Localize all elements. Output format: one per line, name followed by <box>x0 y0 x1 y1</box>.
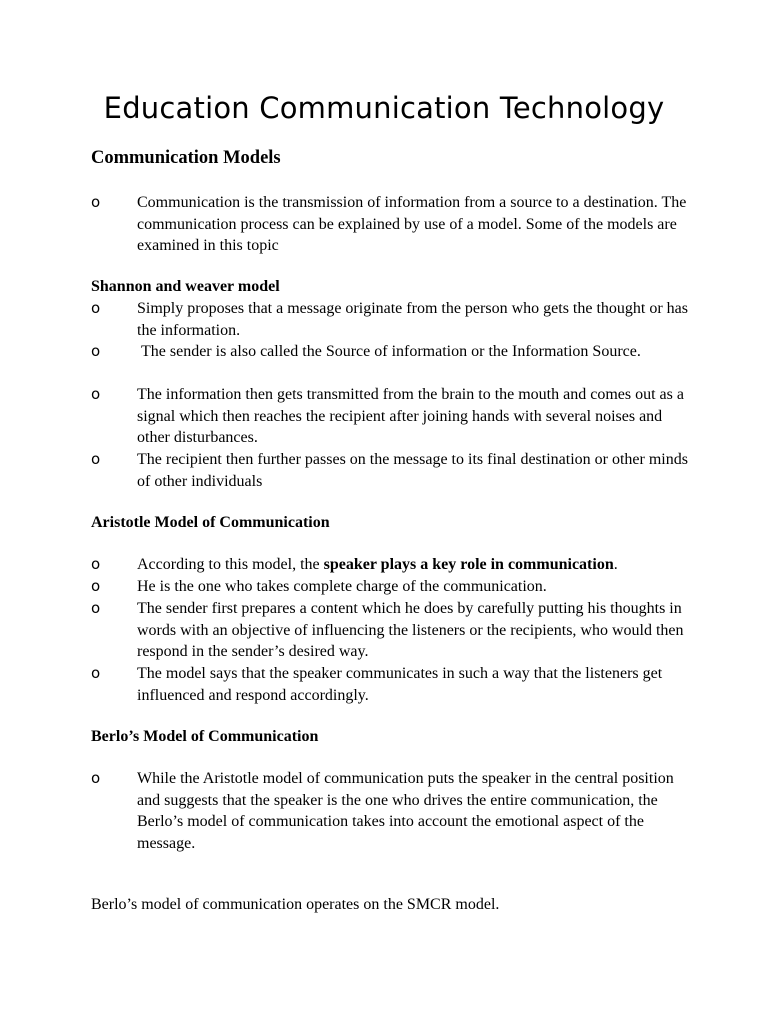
list-item <box>91 449 691 492</box>
document-title: Education Communication Technology <box>103 91 665 125</box>
text-segment: According to this model, the <box>137 556 324 573</box>
bullet-icon: o <box>91 769 101 787</box>
bullet-icon: o <box>91 450 101 468</box>
list-item-text: He is the one who takes complete charge of the communication. <box>137 578 547 595</box>
list-item-text: The sender is also called the Source of information or the Information Source. <box>137 343 641 360</box>
list-item-text: The information then gets transmitted from the brain to the mouth and comes out as a signal which then reaches the recipient after joining hands with several noises and other disturbances. <box>137 386 688 447</box>
text-segment: . <box>613 556 618 573</box>
bullet-icon: o <box>91 664 101 682</box>
list-item-text: Communication is the transmission of information from a source to a destination. The communication process can be explained by use of a model. Some of the models are examined in this topic <box>137 194 691 255</box>
list-item-text <box>137 554 691 576</box>
list-item <box>91 598 691 663</box>
list-item-text: While the Aristotle model of communication puts the speaker in the central position and suggests that the speaker is the one who drives the entire communication, the Berlo’s model of communication takes into account the emotional aspect of the message. <box>137 770 678 853</box>
list-item <box>91 554 691 576</box>
list-item <box>91 298 691 341</box>
list-item <box>91 341 691 363</box>
closing-paragraph: Berlo’s model of communication operates on the SMCR model. <box>91 896 500 913</box>
bullet-icon: o <box>91 299 101 317</box>
bullet-icon: o <box>91 193 101 211</box>
list-item <box>91 576 691 598</box>
list-item-text: The model says that the speaker communicates in such a way that the listeners get influenced and respond accordingly. <box>137 665 667 704</box>
heading-shannon-weaver: Shannon and weaver model <box>91 278 280 295</box>
list-item <box>91 663 691 706</box>
emphasis-text: speaker plays a key role in communication <box>323 556 614 573</box>
heading-aristotle: Aristotle Model of Communication <box>91 514 330 531</box>
list-item-text: The sender first prepares a content which he does by carefully putting his thoughts in words with an objective of influencing the listeners or the recipients, who would then respond in the sender’s desired way. <box>137 600 688 661</box>
bullet-icon: o <box>91 599 101 617</box>
heading-communication-models: Communication Models <box>91 148 281 168</box>
bullet-icon: o <box>91 555 101 573</box>
bullet-icon: o <box>91 342 101 360</box>
list-item-text: The recipient then further passes on the message to its final destination or other minds of other individuals <box>137 451 692 490</box>
bullet-icon: o <box>91 577 101 595</box>
bullet-icon: o <box>91 385 101 403</box>
list-item-text: Simply proposes that a message originate from the person who gets the thought or has the information. <box>137 300 693 339</box>
list-item <box>91 192 691 257</box>
heading-berlo: Berlo’s Model of Communication <box>91 728 319 745</box>
list-item <box>91 768 691 855</box>
list-item <box>91 384 691 449</box>
